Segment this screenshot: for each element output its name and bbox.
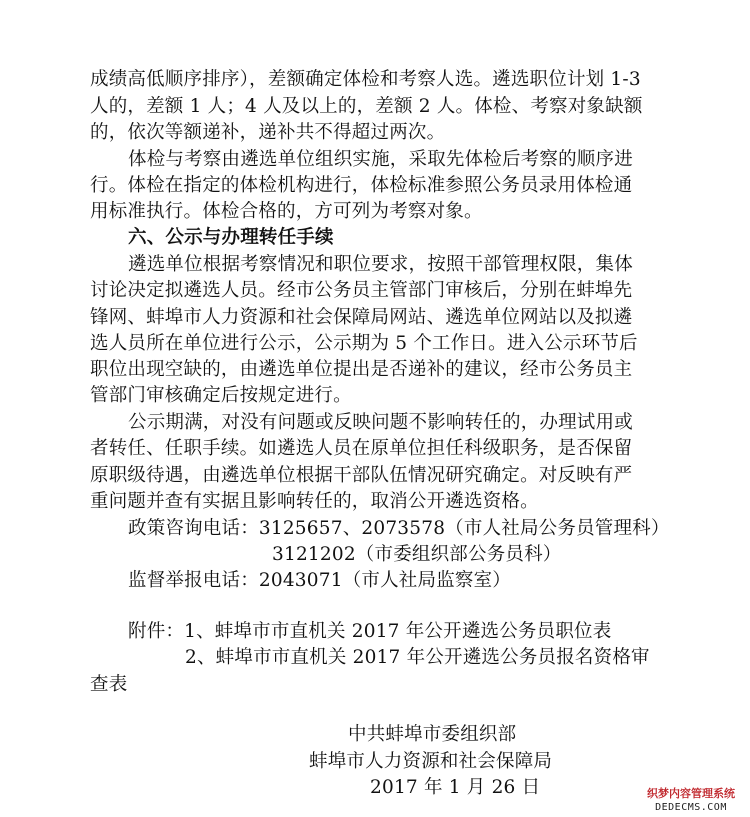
- contact-line: 监督举报电话：2043071（市人社局监察室）: [128, 570, 511, 591]
- watermark-domain: DEDECMS.COM: [655, 802, 727, 813]
- body-line: 选人员所在单位进行公示，公示期为 5 个工作日。进入公示环节后: [90, 333, 638, 354]
- body-line: 成绩高低顺序排序），差额确定体检和考察人选。遴选职位计划 1-3: [90, 69, 641, 90]
- body-line: 遴选单位根据考察情况和职位要求，按照干部管理权限，集体: [128, 254, 633, 275]
- body-line: 行。体检在指定的体检机构进行，体检标准参照公务员录用体检通: [90, 175, 633, 196]
- body-line: 原职级待遇，由遴选单位根据干部队伍情况研究确定。对反映有严: [90, 465, 633, 486]
- body-line: 锋网、蚌埠市人力资源和社会保障局网站、遴选单位网站以及拟遴: [90, 307, 633, 328]
- signature-org: 蚌埠市人力资源和社会保障局: [309, 751, 553, 772]
- body-line: 管部门审核确定后按规定进行。: [90, 385, 352, 406]
- watermark: [632, 787, 750, 817]
- signature-org: 中共蚌埠市委组织部: [348, 724, 517, 745]
- attachment-line: 2、蚌埠市市直机关 2017 年公开遴选公务员报名资格审: [185, 647, 650, 668]
- attachment-line: 附件：1、蚌埠市市直机关 2017 年公开遴选公务员职位表: [128, 621, 612, 642]
- watermark-title: 织梦内容管理系统: [647, 787, 735, 800]
- section-heading: 六、公示与办理转任手续: [128, 227, 334, 248]
- contact-line: 3121202（市委组织部公务员科）: [272, 544, 562, 565]
- body-line: 者转任、任职手续。如遴选人员在原单位担任科级职务，是否保留: [90, 438, 633, 459]
- body-line: 重问题并查有实据且影响转任的，取消公开遴选资格。: [90, 491, 539, 512]
- body-line: 职位出现空缺的，由遴选单位提出是否递补的建议，经市公务员主: [90, 359, 633, 380]
- body-line: 公示期满，对没有问题或反映问题不影响转任的，办理试用或: [128, 412, 633, 433]
- signature-date: 2017 年 1 月 26 日: [370, 777, 541, 798]
- body-line: 人的，差额 1 人；4 人及以上的，差额 2 人。体检、考察对象缺额: [90, 96, 643, 117]
- body-line: 讨论决定拟遴选人员。经市公务员主管部门审核后，分别在蚌埠先: [90, 280, 633, 301]
- contact-line: 政策咨询电话：3125657、2073578（市人社局公务员管理科）: [128, 518, 670, 539]
- body-line: 的，依次等额递补，递补共不得超过两次。: [90, 122, 446, 143]
- attachment-line: 查表: [90, 674, 128, 695]
- body-line: 用标准执行。体检合格的，方可列为考察对象。: [90, 201, 483, 222]
- body-line: 体检与考察由遴选单位组织实施，采取先体检后考察的顺序进: [128, 149, 633, 170]
